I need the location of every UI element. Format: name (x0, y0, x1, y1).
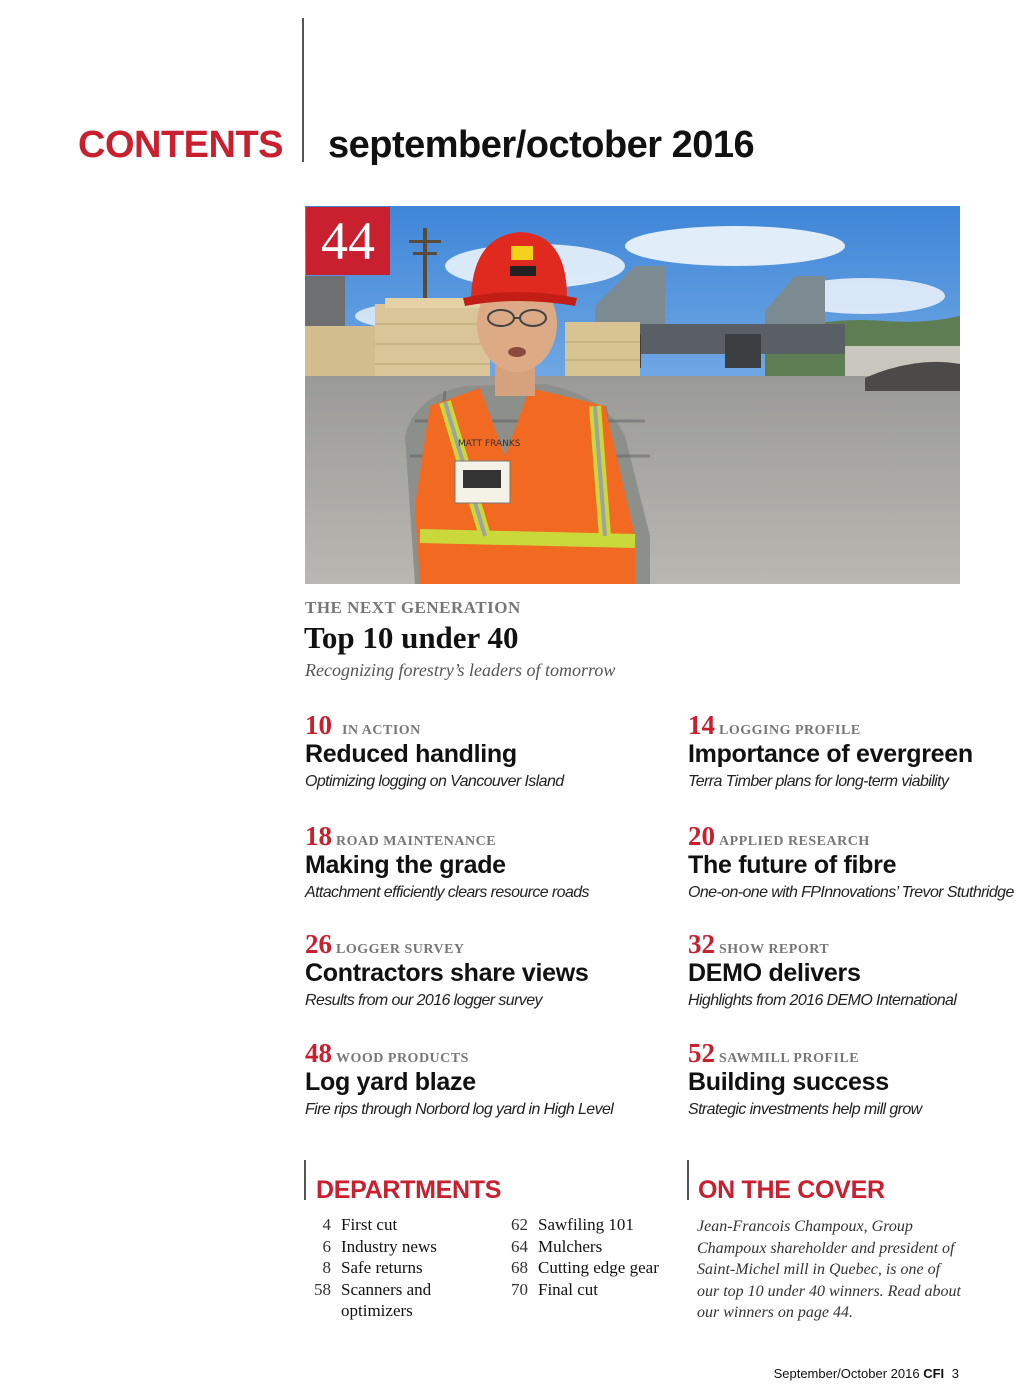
department-item[interactable] (502, 1257, 688, 1279)
story-title[interactable]: Making the grade (305, 851, 506, 879)
department-item[interactable] (502, 1214, 688, 1236)
story-item[interactable] (688, 929, 1018, 1010)
story-section: SAWMILL PROFILE (719, 1051, 860, 1066)
story-deck: Fire rips through Norbord log yard in High Level (305, 1101, 614, 1118)
story-page: 20 (688, 821, 715, 851)
story-title[interactable]: Log yard blaze (305, 1068, 476, 1096)
departments-list-1 (305, 1214, 491, 1322)
story-section: SHOW REPORT (719, 942, 830, 957)
department-page: 58 (314, 1279, 331, 1299)
department-label: Industry news (341, 1236, 437, 1256)
story-item[interactable] (305, 929, 635, 1010)
department-label: Mulchers (538, 1236, 603, 1256)
story-page: 32 (688, 929, 715, 959)
page-footer (774, 1366, 959, 1381)
department-item[interactable] (502, 1236, 688, 1258)
story-section: ROAD MAINTENANCE (336, 834, 497, 849)
department-label: Safe returns (341, 1258, 423, 1277)
story-section: APPLIED RESEARCH (719, 834, 870, 849)
departments-heading: DEPARTMENTS (316, 1176, 502, 1204)
department-item-continued (305, 1300, 491, 1322)
issue-title: september/october 2016 (328, 124, 755, 166)
story-deck: Highlights from 2016 DEMO International (688, 992, 957, 1009)
header-divider (302, 18, 304, 162)
story-item[interactable] (688, 710, 1018, 791)
story-title[interactable]: Building success (688, 1068, 889, 1096)
department-label: Final cut (538, 1279, 598, 1299)
story-title[interactable]: Reduced handling (305, 740, 517, 768)
story-title[interactable]: Importance of evergreen (688, 740, 973, 768)
story-deck: Optimizing logging on Vancouver Island (305, 773, 564, 790)
cover-heading: ON THE COVER (698, 1176, 885, 1204)
cover-divider (687, 1160, 689, 1200)
story-page: 10 (305, 710, 332, 740)
story-deck: Results from our 2016 logger survey (305, 992, 542, 1009)
story-page: 48 (305, 1038, 332, 1068)
feature-photo (305, 206, 960, 584)
story-section: IN ACTION (342, 723, 421, 738)
feature-kicker: THE NEXT GENERATION (305, 598, 521, 617)
story-title[interactable]: Contractors share views (305, 959, 589, 987)
story-item[interactable] (688, 821, 1018, 902)
department-item[interactable] (305, 1236, 491, 1258)
vest-name-patch: MATT FRANKS (458, 439, 521, 449)
story-deck: One-on-one with FPInnovations’ Trevor Stuthridge (688, 884, 1014, 901)
footer-issue: September/October 2016 (773, 1366, 920, 1381)
story-section: LOGGING PROFILE (719, 723, 861, 738)
story-deck: Terra Timber plans for long-term viability (688, 773, 949, 790)
story-title[interactable]: The future of fibre (688, 851, 897, 879)
department-page: 64 (511, 1236, 528, 1256)
department-item[interactable] (305, 1214, 491, 1236)
story-page: 26 (305, 929, 332, 959)
department-page: 8 (322, 1258, 331, 1277)
story-deck: Attachment efficiently clears resource roads (305, 884, 589, 901)
story-section: WOOD PRODUCTS (336, 1051, 469, 1066)
story-page: 14 (688, 710, 715, 740)
department-label: Scanners and (341, 1279, 432, 1299)
story-item[interactable] (305, 821, 635, 902)
story-page: 18 (305, 821, 332, 851)
contents-heading: CONTENTS (78, 124, 283, 166)
story-title[interactable]: DEMO delivers (688, 959, 861, 987)
story-item[interactable] (305, 710, 635, 791)
story-page: 52 (688, 1038, 715, 1068)
cover-caption: Jean-Francois Champoux, Group Champoux shareholder and president of Saint-Michel mill in Quebec, is one of our top 10 under 40 winners. Read about our winners on page 44. (697, 1218, 961, 1321)
department-page (305, 1300, 331, 1322)
departments-list-2 (502, 1214, 688, 1300)
story-item[interactable] (305, 1038, 635, 1119)
feature-page-badge: 44 (306, 207, 390, 275)
footer-publication: CFI (923, 1366, 945, 1381)
department-label: Sawfiling 101 (538, 1215, 634, 1234)
department-page: 6 (322, 1236, 331, 1256)
story-item[interactable] (688, 1038, 1018, 1119)
department-page: 68 (511, 1258, 528, 1277)
department-page: 4 (322, 1215, 331, 1234)
department-label: First cut (341, 1215, 398, 1234)
department-item[interactable] (502, 1279, 688, 1301)
department-item[interactable] (305, 1257, 491, 1279)
story-deck: Strategic investments help mill grow (688, 1101, 922, 1118)
footer-page-number: 3 (951, 1366, 959, 1381)
department-page: 70 (511, 1279, 528, 1299)
feature-title[interactable]: Top 10 under 40 (304, 620, 519, 655)
department-label: Cutting edge gear (538, 1258, 659, 1277)
departments-divider (304, 1160, 306, 1200)
department-page: 62 (511, 1215, 528, 1234)
department-label: optimizers (341, 1301, 413, 1320)
feature-deck: Recognizing forestry’s leaders of tomorrow (305, 660, 616, 680)
department-item[interactable] (305, 1279, 491, 1301)
story-section: LOGGER SURVEY (336, 942, 465, 957)
